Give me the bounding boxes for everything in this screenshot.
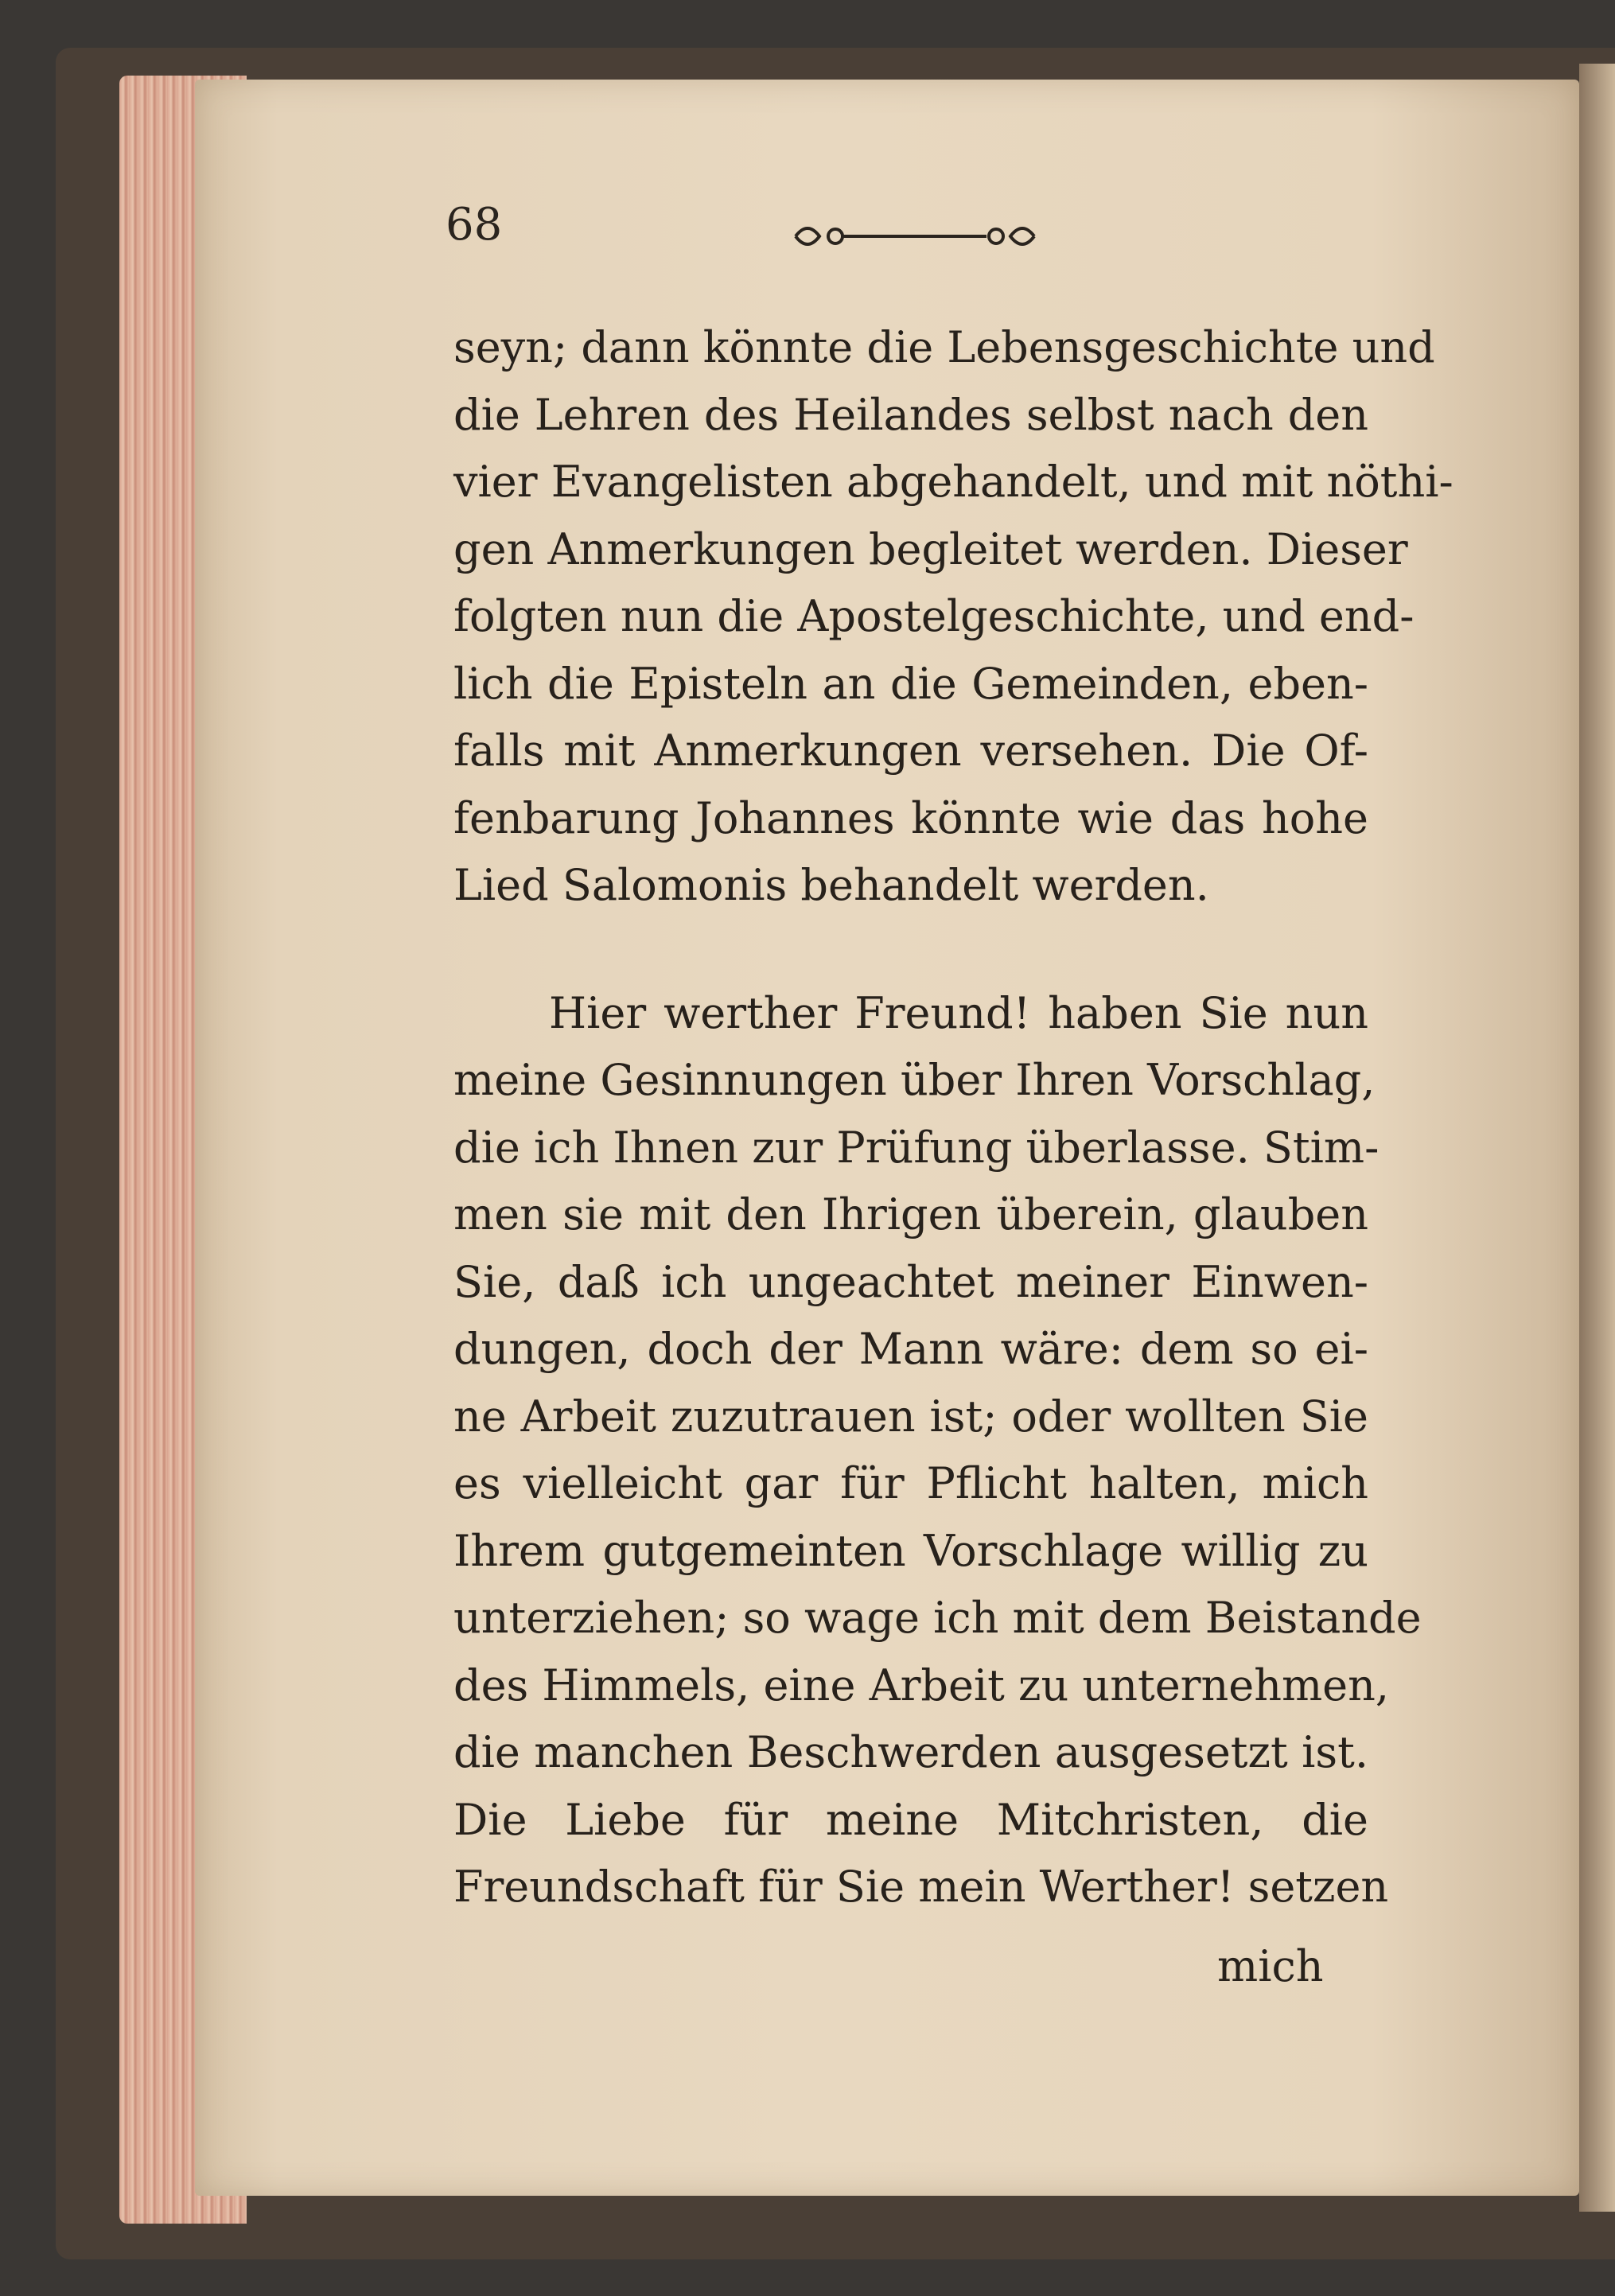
text-line: meine Gesinnungen über Ihren Vorschlag, xyxy=(453,1055,1376,1105)
text-line: die Lehren des Heilandes selbst nach den xyxy=(453,389,1368,440)
catchword: mich xyxy=(1217,1941,1324,1991)
text-line: Hier werther Freund! haben Sie nun xyxy=(549,987,1368,1038)
text-line: vier Evangelisten abgehandelt, und mit nöthi- xyxy=(453,457,1454,507)
text-line: Lied Salomonis behandelt werden. xyxy=(453,860,1209,910)
text-line: seyn; dann könnte die Lebensgeschichte und xyxy=(453,322,1435,372)
facing-page-edge xyxy=(1579,64,1615,2212)
text-line: die manchen Beschwerden ausgesetzt ist. xyxy=(453,1727,1368,1777)
ornament-icon xyxy=(788,216,1042,256)
text-line: lich die Episteln an die Gemeinden, eben- xyxy=(453,658,1368,709)
text-line: Freundschaft für Sie mein Werther! setzen xyxy=(453,1862,1389,1912)
page-header xyxy=(446,199,1368,270)
text-line: Die Liebe für meine Mitchristen, die xyxy=(453,1794,1368,1845)
text-line: falls mit Anmerkungen versehen. Die Of- xyxy=(453,726,1368,776)
text-line: des Himmels, eine Arbeit zu unternehmen, xyxy=(453,1660,1390,1710)
text-line: unterziehen; so wage ich mit dem Beistande xyxy=(453,1593,1422,1643)
text-line: die ich Ihnen zur Prüfung überlasse. Stim- xyxy=(453,1122,1380,1173)
body-text xyxy=(453,314,1454,1921)
text-line: men sie mit den Ihrigen überein, glauben xyxy=(453,1189,1368,1239)
text-line: fenbarung Johannes könnte wie das hohe xyxy=(453,792,1368,843)
text-line: Ihrem gutgemeinten Vorschlage willig zu xyxy=(453,1525,1368,1576)
text-line: dungen, doch der Mann wäre: dem so ei- xyxy=(453,1324,1368,1374)
text-line: es vielleicht gar für Pflicht halten, mich xyxy=(453,1458,1368,1508)
text-line: folgten nun die Apostelgeschichte, und end- xyxy=(453,591,1415,641)
text-line: Sie, daß ich ungeachtet meiner Einwen- xyxy=(453,1256,1368,1307)
text-line: gen Anmerkungen begleitet werden. Dieser xyxy=(453,523,1408,574)
page-number: 68 xyxy=(446,199,503,251)
paragraph-gap xyxy=(453,920,1368,980)
text-line: ne Arbeit zuzutrauen ist; oder wollten Sie xyxy=(453,1391,1368,1442)
